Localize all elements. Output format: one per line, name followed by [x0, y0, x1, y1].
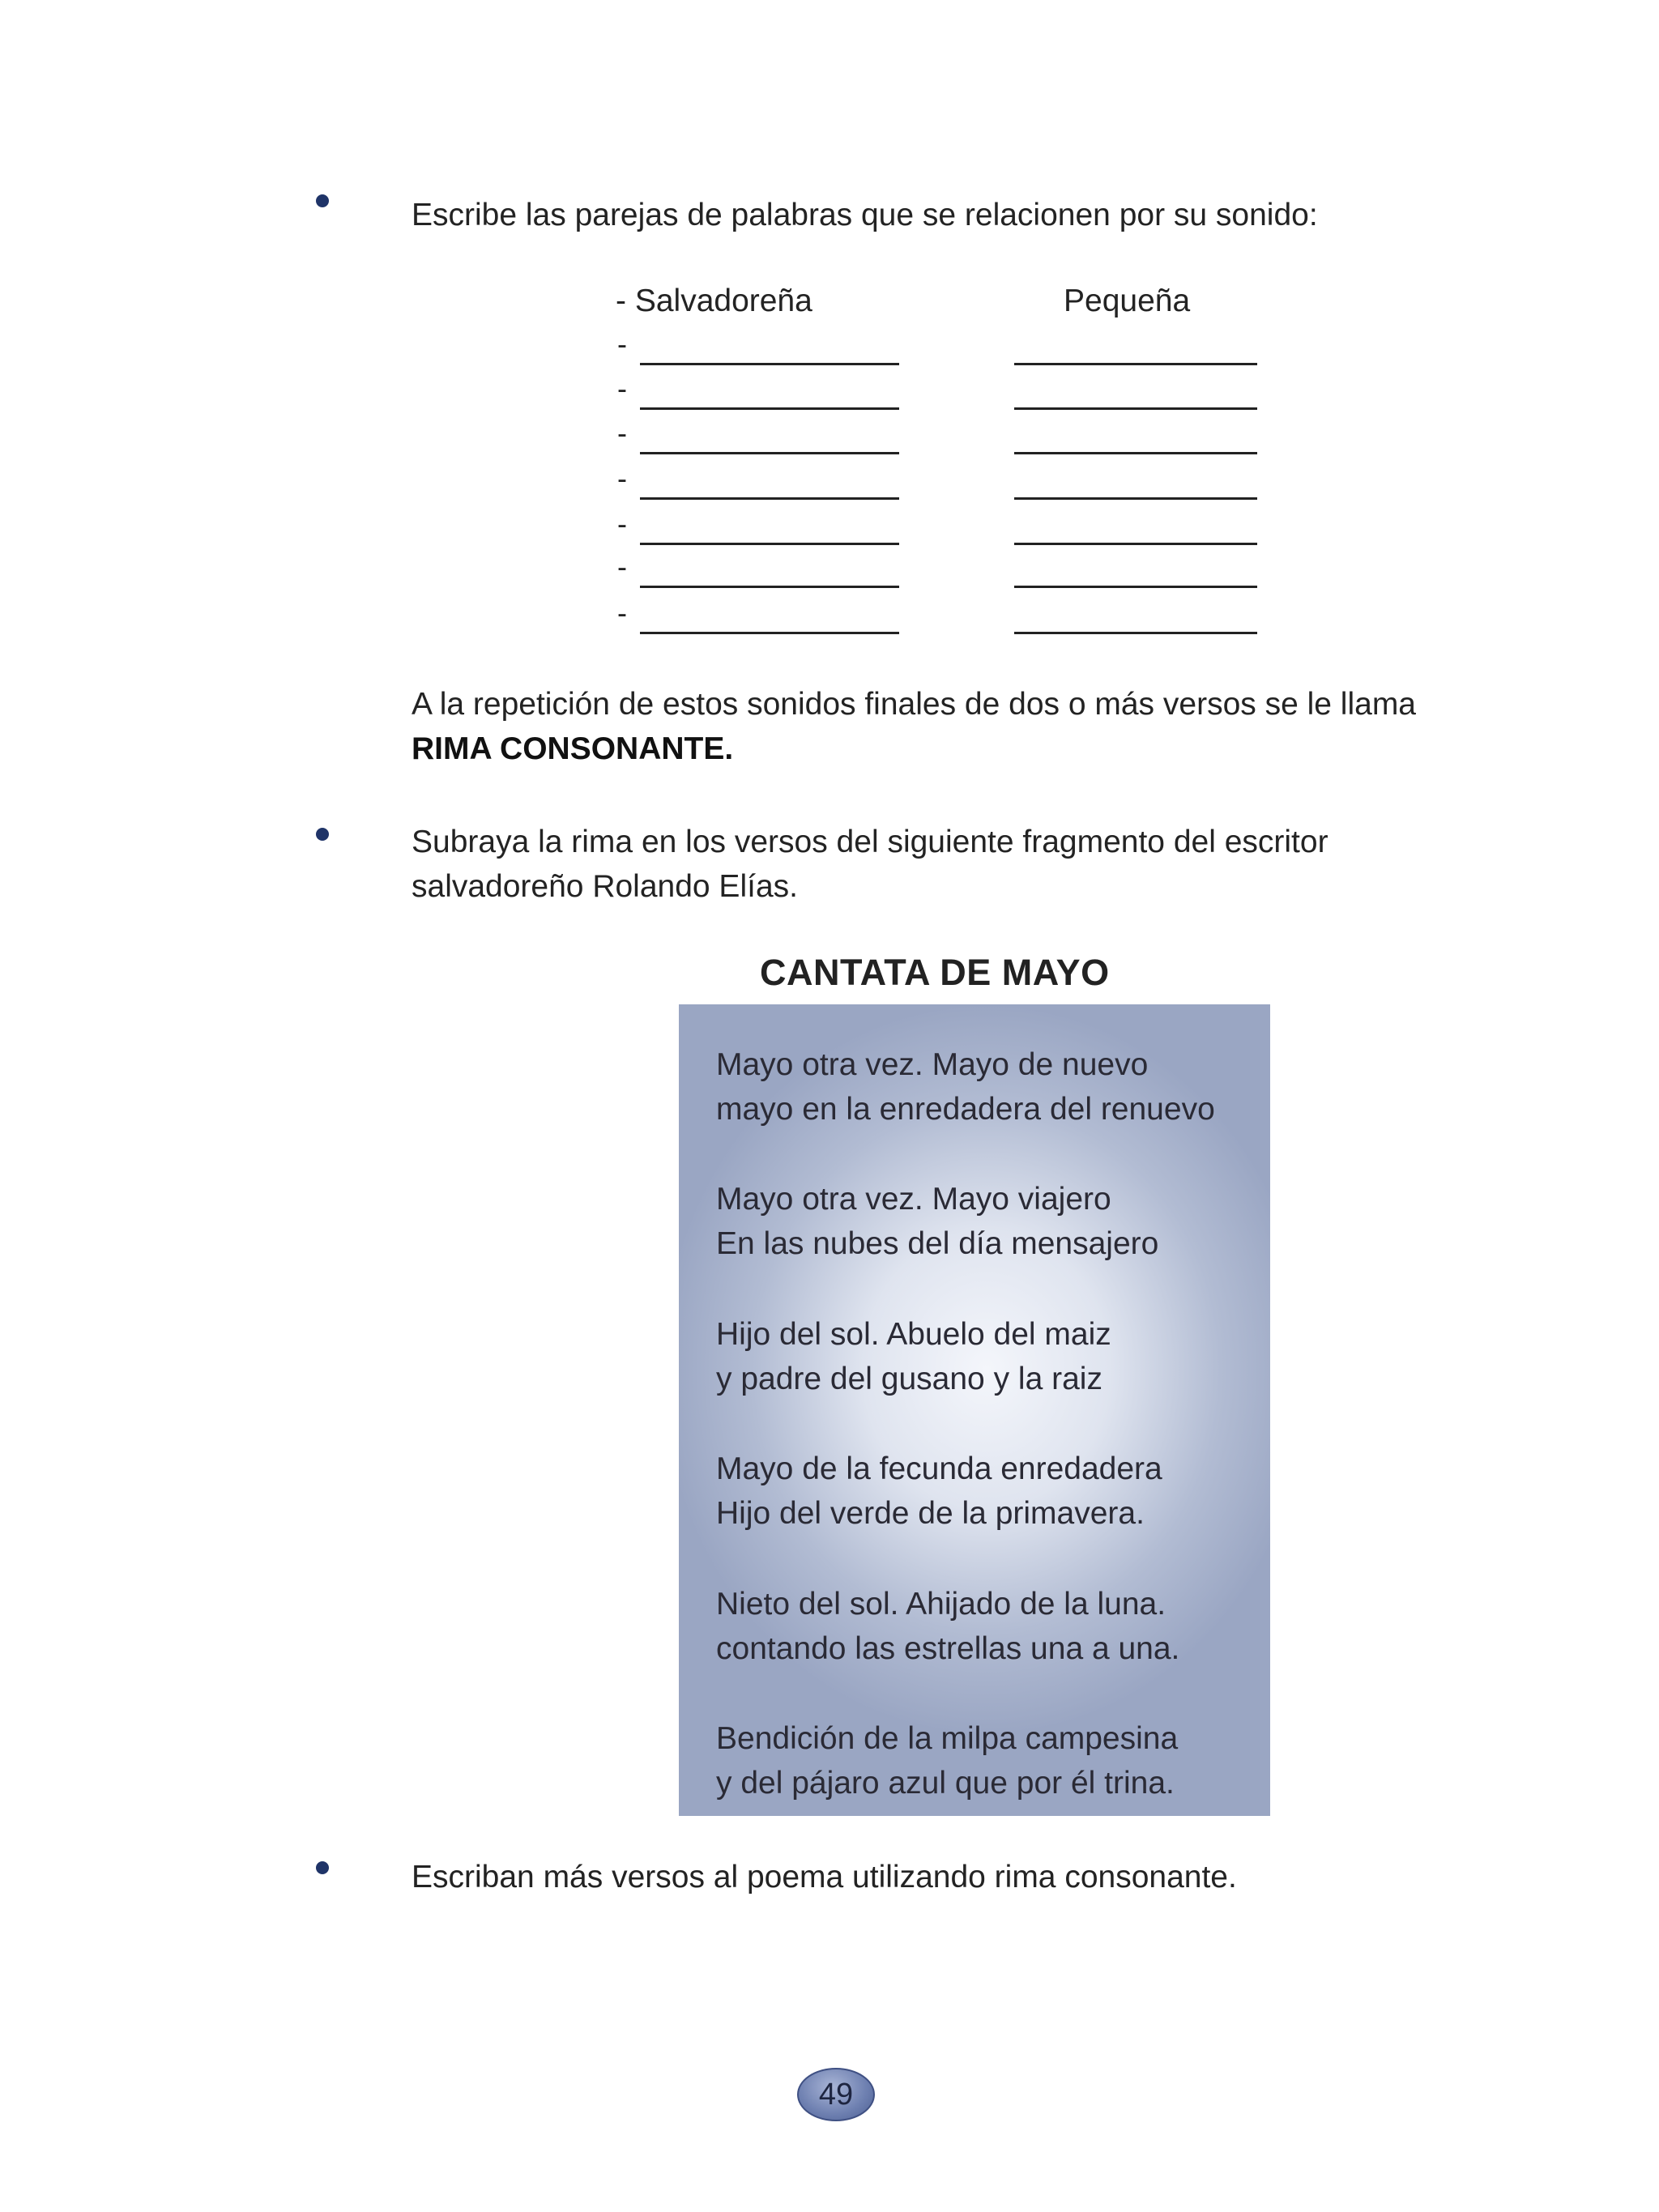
answer-blank-left[interactable]	[640, 407, 899, 410]
poem-verse: y padre del gusano y la raiz	[716, 1362, 1102, 1396]
example-word-left: - Salvadoreña	[616, 283, 812, 318]
answer-blank-right[interactable]	[1014, 452, 1257, 454]
poem-verse: Hijo del verde de la primavera.	[716, 1496, 1145, 1531]
poem-verse: Mayo de la fecunda enredadera	[716, 1451, 1162, 1486]
poem-verse: contando las estrellas una a una.	[716, 1631, 1180, 1666]
answer-blank-left[interactable]	[640, 497, 899, 500]
rhyme-term: RIMA CONSONANTE.	[412, 731, 734, 766]
line-dash: -	[617, 507, 627, 540]
line-dash: -	[617, 416, 627, 450]
instruction-write-verses: Escriban más versos al poema utilizando rima consonante.	[412, 1860, 1237, 1894]
poem-verse: mayo en la enredadera del renuevo	[716, 1092, 1215, 1127]
instruction-underline-rhyme-line2: salvadoreño Rolando Elías.	[412, 869, 798, 904]
line-dash: -	[617, 462, 627, 495]
poem-verse: En las nubes del día mensajero	[716, 1226, 1159, 1261]
bullet-point	[316, 828, 329, 841]
answer-blank-right[interactable]	[1014, 407, 1257, 410]
answer-blank-right[interactable]	[1014, 632, 1257, 634]
poem-title: CANTATA DE MAYO	[760, 952, 1110, 993]
instruction-pair-words: Escribe las parejas de palabras que se relacionen por su sonido:	[412, 198, 1318, 232]
rhyme-definition	[412, 682, 1546, 771]
bullet-point	[316, 194, 329, 207]
poem-verse: Mayo otra vez. Mayo viajero	[716, 1182, 1111, 1217]
answer-blank-right[interactable]	[1014, 363, 1257, 365]
answer-blank-left[interactable]	[640, 632, 899, 634]
bullet-point	[316, 1861, 329, 1874]
line-dash: -	[617, 596, 627, 629]
example-word-right: Pequeña	[1064, 283, 1191, 318]
answer-blank-left[interactable]	[640, 586, 899, 588]
answer-blank-right[interactable]	[1014, 586, 1257, 588]
poem-verse: Nieto del sol. Ahijado de la luna.	[716, 1587, 1166, 1622]
answer-blank-left[interactable]	[640, 363, 899, 365]
page-number-badge: 49	[797, 2068, 875, 2121]
answer-blank-left[interactable]	[640, 543, 899, 545]
line-dash: -	[617, 372, 627, 405]
line-dash: -	[617, 327, 627, 360]
line-dash: -	[617, 550, 627, 583]
poem-verse: y del pájaro azul que por él trina.	[716, 1766, 1175, 1801]
answer-blank-right[interactable]	[1014, 543, 1257, 545]
instruction-underline-rhyme-line1: Subraya la rima en los versos del siguiente fragmento del escritor	[412, 825, 1328, 859]
poem-box	[679, 1004, 1270, 1816]
poem-verse: Bendición de la milpa campesina	[716, 1721, 1179, 1756]
answer-blank-left[interactable]	[640, 452, 899, 454]
rhyme-definition-text: A la repetición de estos sonidos finales de dos o más versos se le llama	[412, 687, 1417, 722]
poem-verse: Hijo del sol. Abuelo del maiz	[716, 1317, 1111, 1352]
poem-verse: Mayo otra vez. Mayo de nuevo	[716, 1047, 1149, 1082]
answer-blank-right[interactable]	[1014, 497, 1257, 500]
